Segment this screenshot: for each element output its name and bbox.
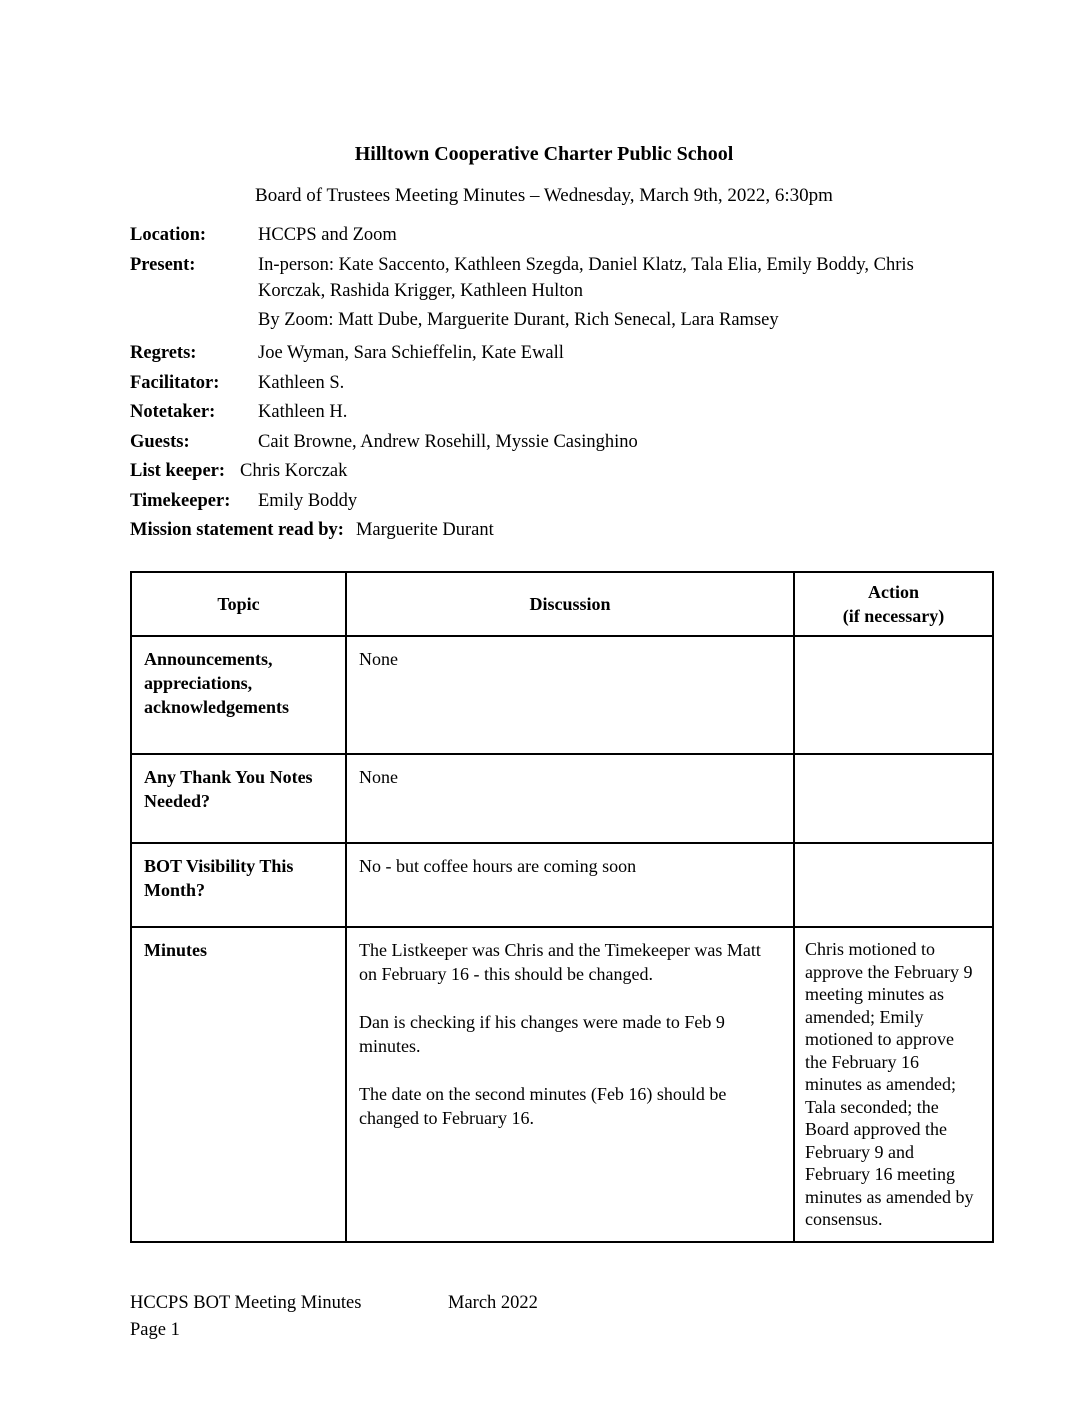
topic-cell: BOT Visibility This Month?: [131, 843, 346, 927]
field-present: [130, 252, 990, 337]
field-mission-statement: [130, 517, 990, 543]
field-present-values: [258, 252, 958, 337]
col-header-action-line1: Action: [868, 582, 919, 602]
field-guests-value: Cait Browne, Andrew Rosehill, Myssie Casinghino: [258, 431, 638, 452]
field-location-label: Location:: [130, 225, 207, 245]
table-row-minutes: [131, 927, 993, 1242]
field-notetaker: [130, 399, 990, 425]
table-row-thank-you-notes: [131, 754, 993, 843]
action-cell: [794, 636, 993, 754]
action-paragraph: Chris motioned to approve the February 9 meeting minutes as amended; Emily motioned to approve the February 16 minutes as amended; Tala seconded; the Board approved the February 9 and February 16 meeting minutes as amended by consensus.: [805, 939, 974, 1229]
field-present-label: Present:: [130, 254, 196, 275]
table-header-row: [131, 572, 993, 636]
topic-cell: Announcements, appreciations, acknowledgements: [131, 636, 346, 754]
field-regrets-label: Regrets:: [130, 343, 197, 363]
field-guests-label: Guests:: [130, 431, 190, 452]
field-location-value: HCCPS and Zoom: [258, 225, 397, 245]
field-facilitator: [130, 370, 990, 396]
discussion-cell: [346, 754, 794, 843]
footer-line: [130, 1290, 538, 1317]
action-cell: [794, 843, 993, 927]
field-list-keeper: [130, 458, 990, 484]
field-facilitator-label: Facilitator:: [130, 372, 220, 393]
discussion-paragraph: The Listkeeper was Chris and the Timekeeper was Matt on February 16 - this should be changed.: [359, 940, 761, 984]
discussion-cell: [346, 843, 794, 927]
field-present-inperson: In-person: Kate Saccento, Kathleen Szegda, Daniel Klatz, Tala Elia, Emily Boddy, Chris Korczak, Rashida Krigger, Kathleen Hulton: [258, 254, 914, 301]
field-notetaker-label: Notetaker:: [130, 402, 216, 422]
col-header-action-line2: (if necessary): [842, 606, 945, 626]
discussion-cell: [346, 927, 794, 1242]
field-facilitator-value: Kathleen S.: [258, 372, 345, 393]
field-timekeeper: [130, 488, 990, 514]
discussion-cell: [346, 636, 794, 754]
field-notetaker-value: Kathleen H.: [258, 402, 348, 422]
col-header-discussion: Discussion: [346, 572, 794, 636]
action-cell: [794, 754, 993, 843]
field-timekeeper-label: Timekeeper:: [130, 490, 231, 511]
field-list-keeper-value: Chris Korczak: [240, 461, 348, 481]
discussion-paragraph: Dan is checking if his changes were made to Feb 9 minutes.: [359, 1012, 725, 1056]
page-title: Hilltown Cooperative Charter Public School: [354, 143, 734, 165]
footer-page-number: Page 1: [130, 1320, 180, 1340]
footer-document-name: HCCPS BOT Meeting Minutes: [130, 1293, 362, 1313]
discussion-paragraph: None: [359, 767, 398, 787]
page-footer: [130, 1290, 538, 1344]
footer-date: March 2022: [448, 1293, 538, 1313]
field-regrets-value: Joe Wyman, Sara Schieffelin, Kate Ewall: [258, 343, 564, 363]
col-header-topic: Topic: [131, 572, 346, 636]
topic-cell: Any Thank You Notes Needed?: [131, 754, 346, 843]
page-subtitle: Board of Trustees Meeting Minutes – Wednesday, March 9th, 2022, 6:30pm: [255, 185, 833, 206]
table-row-bot-visibility: [131, 843, 993, 927]
field-location: [130, 222, 990, 248]
field-guests: [130, 429, 990, 455]
action-cell: [794, 927, 993, 1242]
field-present-byzoom: By Zoom: Matt Dube, Marguerite Durant, Rich Senecal, Lara Ramsey: [258, 310, 779, 330]
col-header-action: [794, 572, 993, 636]
field-mission-statement-value: Marguerite Durant: [355, 520, 494, 540]
minutes-table: [130, 571, 994, 1243]
topic-cell: Minutes: [131, 927, 346, 1242]
table-row-announcements: [131, 636, 993, 754]
discussion-paragraph: The date on the second minutes (Feb 16) should be changed to February 16.: [359, 1084, 727, 1128]
field-mission-statement-label: Mission statement read by:: [130, 520, 344, 540]
discussion-paragraph: No - but coffee hours are coming soon: [359, 856, 637, 876]
field-timekeeper-value: Emily Boddy: [258, 490, 358, 511]
discussion-paragraph: None: [359, 649, 398, 669]
meta-section: [130, 222, 990, 543]
field-list-keeper-label: List keeper:: [130, 461, 226, 481]
field-regrets: [130, 340, 990, 366]
